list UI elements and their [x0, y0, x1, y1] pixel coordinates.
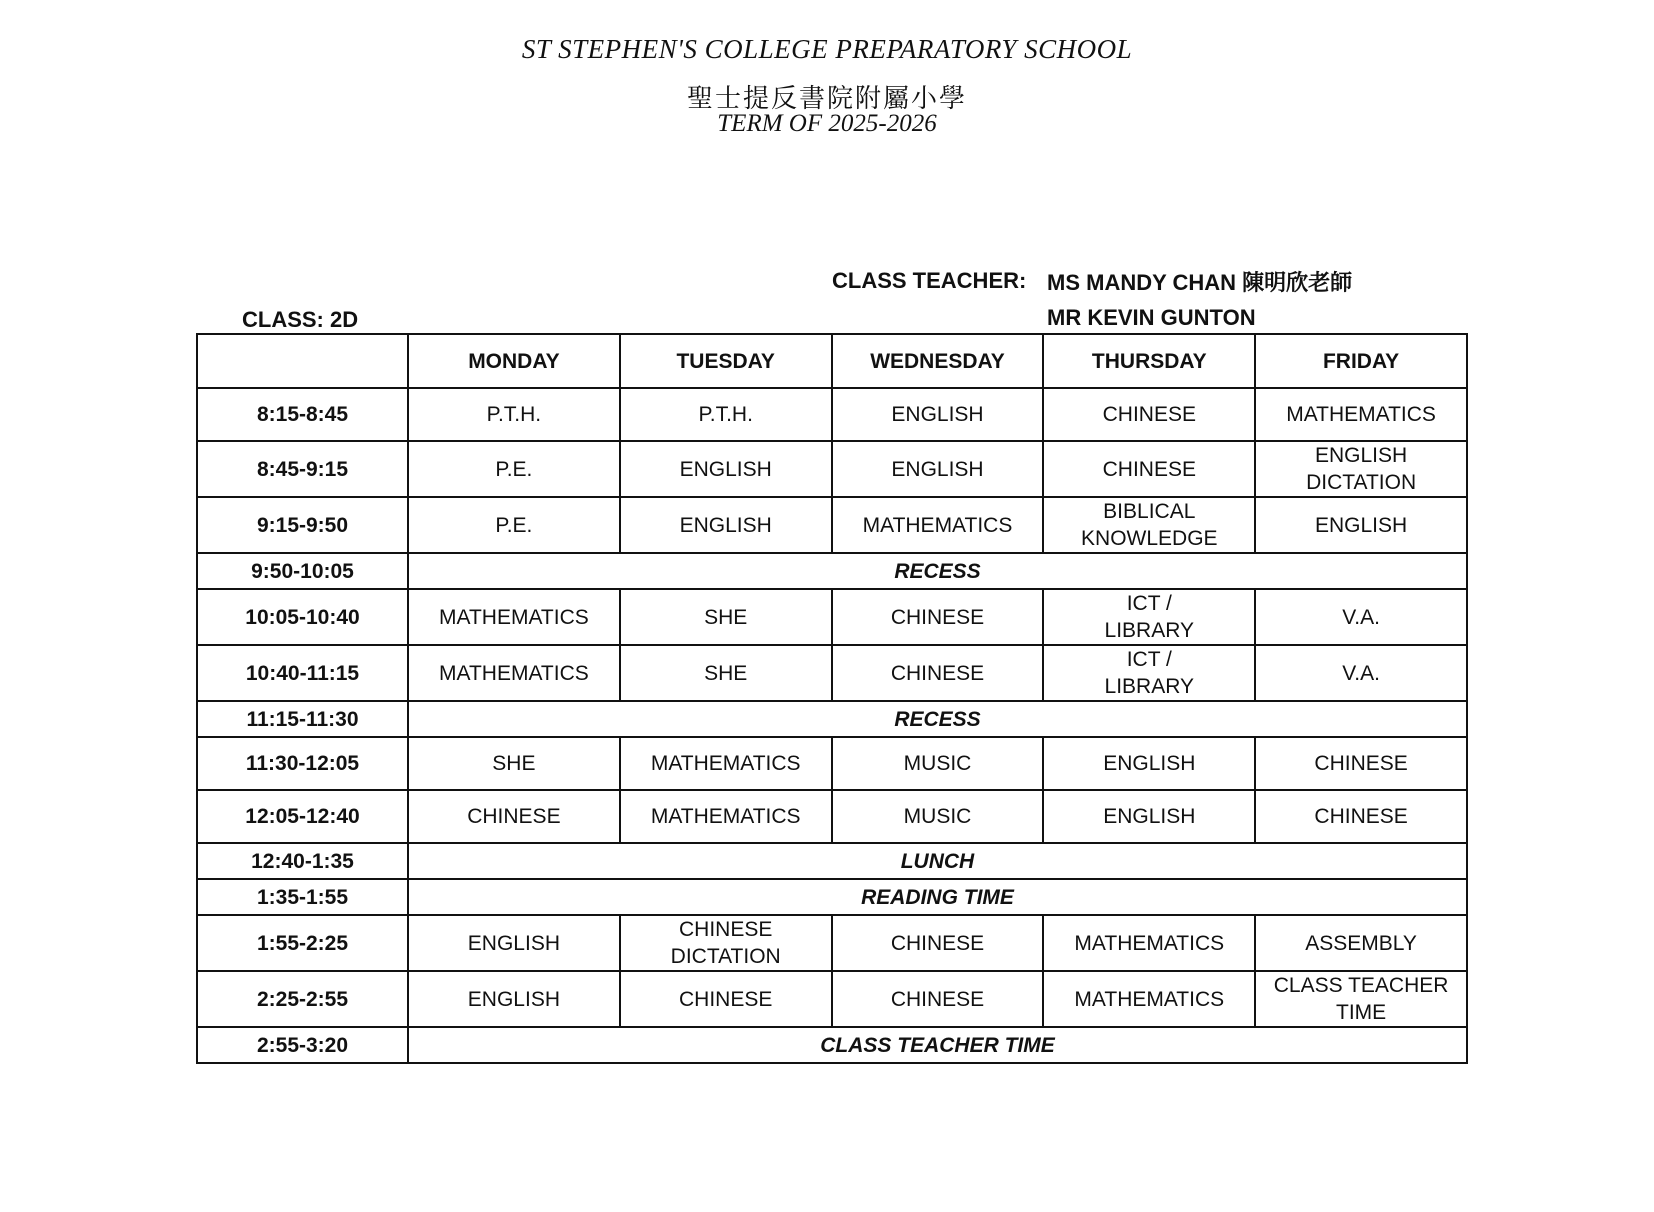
- timetable: [196, 333, 1468, 1064]
- period-time: 12:05-12:40: [197, 790, 408, 843]
- subject-cell: MATHEMATICS: [1043, 915, 1255, 971]
- period-time: 8:15-8:45: [197, 388, 408, 441]
- subject-cell: CHINESE: [408, 790, 620, 843]
- subject-cell: MATHEMATICS: [1043, 971, 1255, 1027]
- subject-cell: MUSIC: [832, 790, 1044, 843]
- lesson-row: [197, 441, 1467, 497]
- class-label: CLASS: 2D: [242, 307, 359, 332]
- lesson-row: [197, 915, 1467, 971]
- break-row: [197, 843, 1467, 879]
- subject-cell: SHE: [408, 737, 620, 790]
- lesson-row: [197, 971, 1467, 1027]
- timetable-body: [197, 388, 1467, 1063]
- class-teacher-name-2: MR KEVIN GUNTON: [1047, 305, 1256, 330]
- day-header: MONDAY: [408, 334, 620, 388]
- subject-cell: CHINESE: [620, 971, 832, 1027]
- subject-cell: ENGLISH: [408, 915, 620, 971]
- break-row: [197, 553, 1467, 589]
- subject-cell: ENGLISH: [1043, 790, 1255, 843]
- period-time: 9:15-9:50: [197, 497, 408, 553]
- break-label: RECESS: [408, 701, 1467, 737]
- subject-cell: ENGLISH: [1255, 497, 1467, 553]
- break-label: LUNCH: [408, 843, 1467, 879]
- subject-cell: ENGLISH: [832, 388, 1044, 441]
- time-header-blank: [197, 334, 408, 388]
- class-teacher-label: CLASS TEACHER:: [832, 268, 1027, 293]
- break-row: [197, 701, 1467, 737]
- lesson-row: [197, 737, 1467, 790]
- subject-cell: P.T.H.: [620, 388, 832, 441]
- day-header: FRIDAY: [1255, 334, 1467, 388]
- break-label: READING TIME: [408, 879, 1467, 915]
- period-time: 2:25-2:55: [197, 971, 408, 1027]
- subject-cell: P.E.: [408, 441, 620, 497]
- period-time: 12:40-1:35: [197, 843, 408, 879]
- lesson-row: [197, 497, 1467, 553]
- class-teacher-name-1: MS MANDY CHAN 陳明欣老師: [1047, 270, 1353, 295]
- subject-cell: CHINESE: [1043, 388, 1255, 441]
- subject-cell: ENGLISH: [832, 441, 1044, 497]
- subject-cell: ICT / LIBRARY: [1043, 589, 1255, 645]
- subject-cell: CHINESE: [1255, 790, 1467, 843]
- period-time: 11:30-12:05: [197, 737, 408, 790]
- school-name-chinese: 聖士提反書院附屬小學: [686, 84, 967, 114]
- subject-cell: CHINESE: [1255, 737, 1467, 790]
- subject-cell: ENGLISH: [1043, 737, 1255, 790]
- subject-cell: MATHEMATICS: [1255, 388, 1467, 441]
- subject-cell: V.A.: [1255, 645, 1467, 701]
- break-row: [197, 1027, 1467, 1063]
- period-time: 2:55-3:20: [197, 1027, 408, 1063]
- subject-cell: MATHEMATICS: [408, 645, 620, 701]
- subject-cell: ICT / LIBRARY: [1043, 645, 1255, 701]
- day-header: TUESDAY: [620, 334, 832, 388]
- subject-cell: ENGLISH: [620, 441, 832, 497]
- day-header: THURSDAY: [1043, 334, 1255, 388]
- subject-cell: P.E.: [408, 497, 620, 553]
- subject-cell: P.T.H.: [408, 388, 620, 441]
- subject-cell: CLASS TEACHER TIME: [1255, 971, 1467, 1027]
- subject-cell: CHINESE: [832, 645, 1044, 701]
- break-row: [197, 879, 1467, 915]
- subject-cell: CHINESE: [832, 589, 1044, 645]
- subject-cell: CHINESE DICTATION: [620, 915, 832, 971]
- school-name: ST STEPHEN'S COLLEGE PREPARATORY SCHOOL: [521, 34, 1133, 64]
- subject-cell: MATHEMATICS: [620, 737, 832, 790]
- period-time: 1:55-2:25: [197, 915, 408, 971]
- lesson-row: [197, 589, 1467, 645]
- subject-cell: MATHEMATICS: [832, 497, 1044, 553]
- lesson-row: [197, 645, 1467, 701]
- subject-cell: V.A.: [1255, 589, 1467, 645]
- subject-cell: CHINESE: [832, 915, 1044, 971]
- subject-cell: SHE: [620, 645, 832, 701]
- subject-cell: MUSIC: [832, 737, 1044, 790]
- break-label: CLASS TEACHER TIME: [408, 1027, 1467, 1063]
- period-time: 11:15-11:30: [197, 701, 408, 737]
- subject-cell: ENGLISH: [620, 497, 832, 553]
- period-time: 9:50-10:05: [197, 553, 408, 589]
- day-header: WEDNESDAY: [832, 334, 1044, 388]
- subject-cell: CHINESE: [832, 971, 1044, 1027]
- subject-cell: ASSEMBLY: [1255, 915, 1467, 971]
- term-title: TERM OF 2025-2026: [717, 110, 937, 137]
- period-time: 8:45-9:15: [197, 441, 408, 497]
- day-header-row: [197, 334, 1467, 388]
- lesson-row: [197, 388, 1467, 441]
- period-time: 1:35-1:55: [197, 879, 408, 915]
- subject-cell: ENGLISH: [408, 971, 620, 1027]
- period-time: 10:40-11:15: [197, 645, 408, 701]
- period-time: 10:05-10:40: [197, 589, 408, 645]
- subject-cell: MATHEMATICS: [620, 790, 832, 843]
- subject-cell: BIBLICAL KNOWLEDGE: [1043, 497, 1255, 553]
- subject-cell: ENGLISH DICTATION: [1255, 441, 1467, 497]
- break-label: RECESS: [408, 553, 1467, 589]
- subject-cell: CHINESE: [1043, 441, 1255, 497]
- subject-cell: SHE: [620, 589, 832, 645]
- subject-cell: MATHEMATICS: [408, 589, 620, 645]
- lesson-row: [197, 790, 1467, 843]
